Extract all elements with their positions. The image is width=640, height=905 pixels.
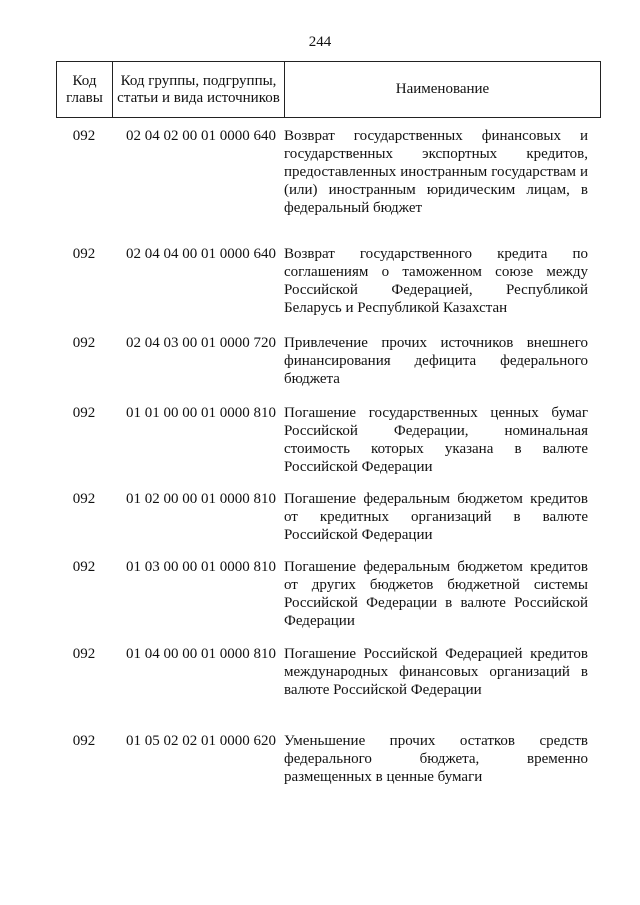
name-cell: Погашение федеральным бюджетом кредитов от других бюджетов бюджетной системы Российской Федерации в валюте Российской Федерации <box>284 559 588 629</box>
source-code-cell: 02 04 03 00 01 0000 720 <box>126 335 276 351</box>
source-code-cell: 02 04 02 00 01 0000 640 <box>126 128 276 144</box>
table-row <box>56 732 600 802</box>
source-code-cell: 01 02 00 00 01 0000 810 <box>126 491 276 507</box>
source-code-cell: 01 03 00 00 01 0000 810 <box>126 559 276 575</box>
name-cell: Привлечение прочих источников внешнего финансирования дефицита федерального бюджета <box>284 335 588 387</box>
name-cell: Возврат государственного кредита по соглашениям о таможенном союзе между Российской Федерацией, Республикой Беларусь и Республикой Казахстан <box>284 246 588 316</box>
table-row <box>56 334 600 404</box>
chapter-code-cell: 092 <box>72 646 96 662</box>
chapter-code-cell: 092 <box>72 491 96 507</box>
header-chapter-code: Код главы <box>57 62 113 118</box>
chapter-code-cell: 092 <box>72 405 96 421</box>
source-code-cell: 01 04 00 00 01 0000 810 <box>126 646 276 662</box>
source-code-cell: 01 01 00 00 01 0000 810 <box>126 405 276 421</box>
table-row <box>56 127 600 245</box>
table-row <box>56 645 600 732</box>
chapter-code-cell: 092 <box>72 559 96 575</box>
table-body <box>56 127 600 802</box>
source-code-cell: 02 04 04 00 01 0000 640 <box>126 246 276 262</box>
name-cell: Погашение федеральным бюджетом кредитов от кредитных организаций в валюте Российской Федерации <box>284 491 588 543</box>
table-row <box>56 558 600 645</box>
table-row <box>56 245 600 334</box>
chapter-code-cell: 092 <box>72 246 96 262</box>
table-row <box>56 490 600 558</box>
chapter-code-cell: 092 <box>72 335 96 351</box>
chapter-code-cell: 092 <box>72 733 96 749</box>
header-group-code: Код группы, подгруппы, статьи и вида источников <box>113 62 285 118</box>
name-cell: Уменьшение прочих остатков средств федерального бюджета, временно размещенных в ценные бумаги <box>284 733 588 785</box>
chapter-code-cell: 092 <box>72 128 96 144</box>
page-number: 244 <box>308 34 332 50</box>
header-name: Наименование <box>285 62 601 118</box>
name-cell: Возврат государственных финансовых и государственных экспортных кредитов, предоставленных иностранным государствам и (или) иностранным юридическим лицам, в федеральный бюджет <box>284 128 588 216</box>
table-header <box>56 61 601 118</box>
name-cell: Погашение Российской Федерацией кредитов международных финансовых организаций в валюте Российской Федерации <box>284 646 588 698</box>
table-row <box>56 404 600 490</box>
source-code-cell: 01 05 02 02 01 0000 620 <box>126 733 276 749</box>
name-cell: Погашение государственных ценных бумаг Российской Федерации, номинальная стоимость которых указана в валюте Российской Федерации <box>284 405 588 475</box>
